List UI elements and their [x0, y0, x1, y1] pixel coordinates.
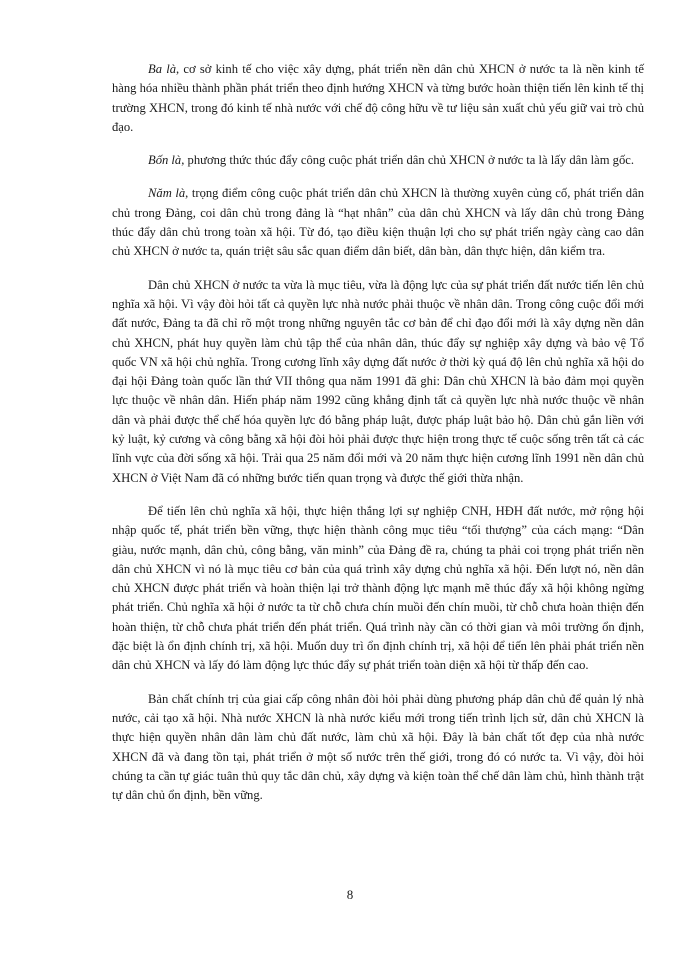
- paragraph-text: Bản chất chính trị của giai cấp công nhân đòi hỏi phải dùng phương pháp dân chủ để quản lý nhà nước, cải tạo xã hội. Nhà nước XHCN là nhà nước kiểu mới trong tiến trình lịch sử, dân chủ XHCN là thực hiện quyền nhân dân làm chủ đất nước, làm chủ xã hội. Đây là bản chất tốt đẹp của nhà nước XHCN đã và đang tồn tại, phát triển ở một số nước trên thế giới, trong đó có nước ta. Vì vậy, đòi hỏi chúng ta cần tự giác tuân thủ quy tắc dân chủ, xây dựng và kiện toàn thể chế dân làm chủ, hình thành trật tự dân chủ ổn định, bền vững.: [112, 691, 644, 803]
- paragraph-bon-la: [112, 151, 644, 170]
- paragraph-nam-la: [112, 184, 644, 261]
- paragraph-ba-la: [112, 60, 644, 137]
- paragraph-lead: Ba là: [148, 62, 176, 76]
- paragraph-text: , trọng điểm công cuộc phát triển dân chủ XHCN là thường xuyên củng cố, phát triển dân chủ trong Đảng, coi dân chủ trong đảng là “hạt nhân” của dân chủ XHCN và lấy dân chủ trong Đảng thúc đẩy dân chủ trong toàn xã hội. Từ đó, tạo điều kiện thuận lợi cho sự phát triển ngày càng cao dân chủ XHCN ở nước ta, quán triệt sâu sắc quan điểm dân biết, dân bàn, dân thực hiện, dân kiểm tra.: [112, 186, 644, 259]
- paragraph-de-tien-len: [112, 502, 644, 676]
- paragraph-text: Dân chủ XHCN ở nước ta vừa là mục tiêu, vừa là động lực của sự phát triển đất nước tiến lên chủ nghĩa xã hội. Vì vậy đòi hỏi tất cả quyền lực nhà nước phải thuộc về nhân dân. Trong công cuộc đổi mới đất nước, Đảng ta đã chỉ rõ một trong những nguyên tắc cơ bản để chỉ đạo đổi mới là xây dựng nền dân chủ XHCN, phát huy quyền làm chủ tập thể của nhân dân, thúc đẩy sự nghiệp xây dựng và bảo vệ Tổ quốc VN xã hội chủ nghĩa. Trong cương lĩnh xây dựng đất nước ở thời kỳ quá độ lên chủ nghĩa xã hội do đại hội Đảng toàn quốc lần thứ VII thông qua năm 1991 đã ghi: Dân chủ XHCN là bảo đảm mọi quyền lực thuộc về nhân dân. Hiến pháp năm 1992 cũng khẳng định tất cả quyền lực nhà nước thuộc về nhân dân và phải được thể chế hóa quyền lực đó bằng pháp luật, được pháp luật bảo hộ. Dân chủ gắn liền với kỷ luật, kỷ cương và công bằng xã hội đòi hỏi phải được thực hiện trong thực tế cuộc sống trên tất cả các lĩnh vực của đời sống xã hội. Trải qua 25 năm đổi mới và 20 năm thực hiện cương lĩnh 1991 nền dân chủ XHCN ở Việt Nam đã có những bước tiến quan trọng và được thế giới thừa nhận.: [112, 277, 644, 485]
- paragraph-ban-chat: [112, 690, 644, 806]
- document-body: [112, 60, 644, 819]
- page-number: 8: [346, 887, 354, 902]
- paragraph-lead: Bốn là: [148, 153, 182, 168]
- paragraph-lead: Năm là: [148, 186, 186, 201]
- paragraph-dan-chu: [112, 276, 644, 488]
- paragraph-text: , phương thức thúc đẩy công cuộc phát triển dân chủ XHCN ở nước ta là lấy dân làm gốc.: [181, 153, 635, 168]
- paragraph-text: , cơ sở kinh tế cho việc xây dựng, phát triển nền dân chủ XHCN ở nước ta là nền kinh tế hàng hóa nhiều thành phần phát triển theo định hướng XHCN và từng bước hoàn thiện tiến lên kinh tế thị trường XHCN, trong đó kinh tế nhà nước với chế độ công hữu về tư liệu sản xuất chủ yếu giữ vai trò chủ đạo.: [112, 62, 644, 134]
- paragraph-text: Để tiến lên chủ nghĩa xã hội, thực hiện thắng lợi sự nghiệp CNH, HĐH đất nước, mở rộng hội nhập quốc tế, phát triển bền vững, thực hiện thành công mục tiêu “tối thượng” của cách mạng: “Dân giàu, nước mạnh, dân chủ, công bằng, văn minh” của Đảng đề ra, chúng ta phải coi trọng phát triển nền dân chủ XHCN vì nó là mục tiêu cơ bản của quá trình xây dựng chủ nghĩa xã hội. Đến lượt nó, nền dân chủ XHCN được phát triển và hoàn thiện lại trở thành động lực mạnh mẽ thúc đẩy xã hội không ngừng phát triển. Chủ nghĩa xã hội ở nước ta từ chỗ chưa chín muồi đến chín muồi, từ chỗ chưa hoàn thiện đến hoàn thiện, từ chỗ chưa phát triển đến phát triển. Quá trình này cần có thời gian và môi trường ổn định, đặc biệt là ổn định chính trị, xã hội. Muốn duy trì ổn định chính trị, xã hội để tiến lên phải phát triển nền dân chủ XHCN và lấy đó làm động lực thúc đẩy sự phát triển toàn diện xã hội từ thấp đến cao.: [112, 503, 644, 673]
